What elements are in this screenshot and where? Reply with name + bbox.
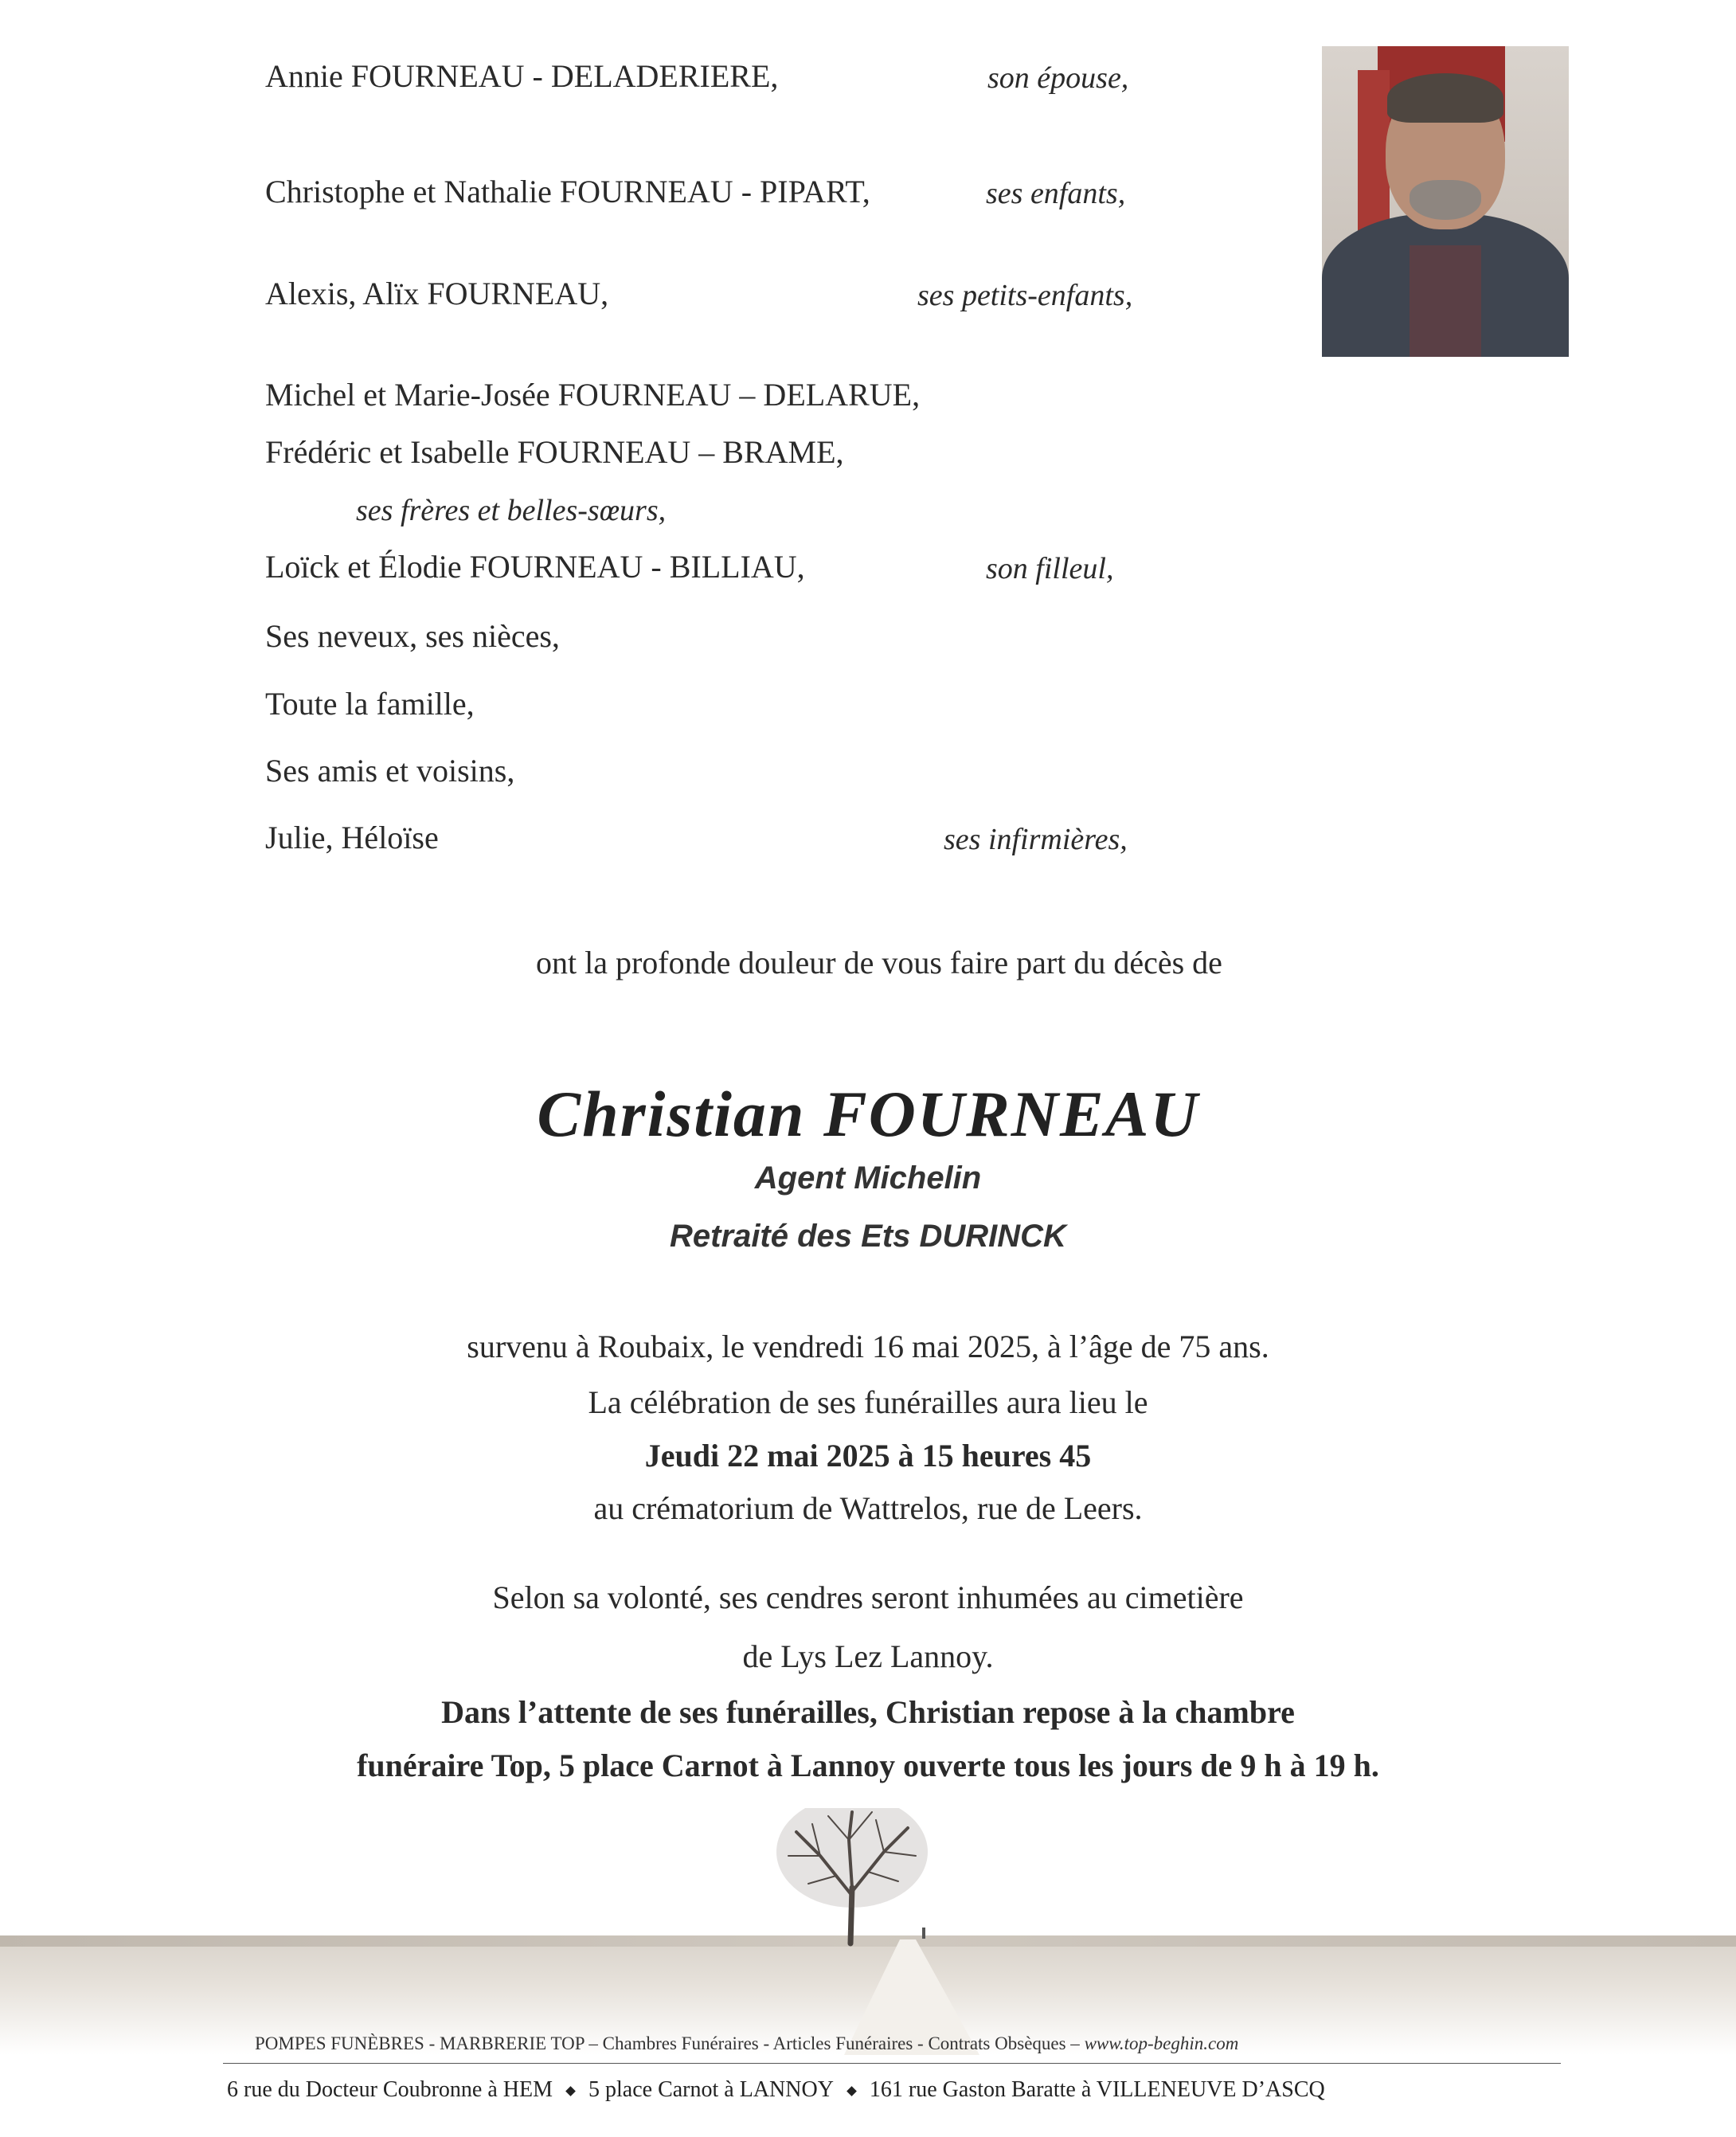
diamond-separator-icon bbox=[846, 2086, 857, 2096]
spouse-role: son épouse, bbox=[987, 61, 1129, 95]
address-hem: 6 rue du Docteur Coubronne à HEM bbox=[227, 2077, 553, 2102]
family-line: Toute la famille, bbox=[265, 686, 475, 722]
deceased-name: Christian FOURNEAU bbox=[537, 1078, 1199, 1150]
ashes-wish-line2: de Lys Lez Lannoy. bbox=[742, 1638, 994, 1674]
nephews-line: Ses neveux, ses nièces, bbox=[265, 618, 560, 654]
deceased-retirement: Retraité des Ets DURINCK bbox=[670, 1219, 1066, 1254]
diamond-separator-icon bbox=[565, 2086, 576, 2096]
children-name: Christophe et Nathalie FOURNEAU - PIPART, bbox=[265, 174, 870, 209]
announcement: ont la profonde douleur de vous faire part du décès de bbox=[536, 945, 1222, 980]
deceased-photo bbox=[1322, 46, 1569, 357]
grandchildren-role: ses petits-enfants, bbox=[917, 279, 1133, 312]
siblings-line2: Frédéric et Isabelle FOURNEAU – BRAME, bbox=[265, 434, 844, 470]
spouse-name: Annie FOURNEAU - DELADERIERE, bbox=[265, 58, 779, 94]
siblings-line1: Michel et Marie-Josée FOURNEAU – DELARUE, bbox=[265, 377, 921, 413]
address-lannoy: 5 place Carnot à LANNOY bbox=[588, 2077, 834, 2102]
funeral-date: Jeudi 22 mai 2025 à 15 heures 45 bbox=[644, 1438, 1092, 1474]
tree-landscape-image bbox=[0, 1808, 1736, 2055]
godson-name: Loïck et Élodie FOURNEAU - BILLIAU, bbox=[265, 549, 805, 585]
deceased-job: Agent Michelin bbox=[754, 1160, 982, 1196]
rest-line2: funéraire Top, 5 place Carnot à Lannoy ouverte tous les jours de 9 h à 19 h. bbox=[357, 1748, 1379, 1783]
footer-services-text: POMPES FUNÈBRES - MARBRERIE TOP – Chambres Funéraires - Articles Funéraires - Contrats Obsèques – bbox=[255, 2033, 1080, 2053]
godson-role: son filleul, bbox=[986, 552, 1114, 585]
grandchildren-name: Alexis, Alïx FOURNEAU, bbox=[265, 276, 609, 311]
nurses-name: Julie, Héloïse bbox=[265, 820, 439, 855]
funeral-place: au crématorium de Wattrelos, rue de Leers. bbox=[593, 1490, 1143, 1526]
rest-line1: Dans l’attente de ses funérailles, Christian repose à la chambre bbox=[441, 1694, 1295, 1730]
footer-addresses bbox=[227, 2077, 1325, 2103]
nurses-role: ses infirmières, bbox=[944, 823, 1128, 856]
footer-services bbox=[255, 2033, 1238, 2054]
footer-divider bbox=[223, 2063, 1561, 2064]
footer-website-link[interactable]: www.top-beghin.com bbox=[1084, 2033, 1239, 2053]
death-details: survenu à Roubaix, le vendredi 16 mai 2025, à l’âge de 75 ans. bbox=[467, 1329, 1269, 1364]
children-role: ses enfants, bbox=[986, 177, 1126, 210]
celebration-intro: La célébration de ses funérailles aura lieu le bbox=[588, 1384, 1148, 1420]
ashes-wish-line1: Selon sa volonté, ses cendres seront inhumées au cimetière bbox=[492, 1579, 1244, 1615]
siblings-role: ses frères et belles-sœurs, bbox=[356, 494, 667, 527]
address-villeneuve: 161 rue Gaston Baratte à VILLENEUVE D’ASCQ bbox=[869, 2077, 1325, 2102]
friends-line: Ses amis et voisins, bbox=[265, 753, 515, 789]
